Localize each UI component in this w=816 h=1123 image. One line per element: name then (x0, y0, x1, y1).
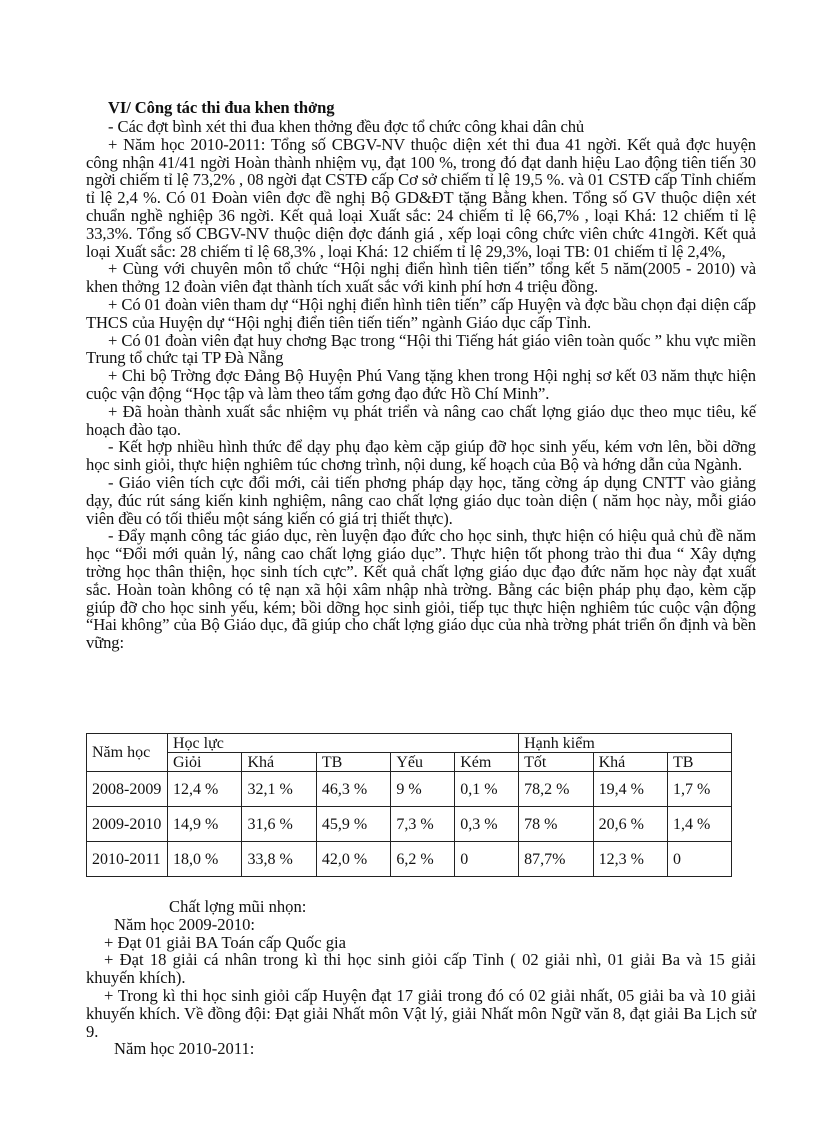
table-cell: 0,3 % (455, 807, 519, 842)
paragraph: - Đẩy mạnh công tác giáo dục, rèn luyện đạo đức cho học sinh, thực hiện có hiệu quả chủ đề năm học “Đổi mới quản lý, nâng cao chất lợng giáo dục”. Thực hiện tốt phong trào thi đua “ Xây dựng trờng học thân thiện, học sinh tích cực”. Kết quả chất lợng giáo dục đạo đức năm học này đạt xuất sắc. Hoàn toàn không có tệ nạn xã hội xâm nhập nhà trờng. Bằng các biện pháp phụ đạo, kèm cặp giúp đỡ cho học sinh yếu, kém; bồi dỡng học sinh giỏi, tiếp tục thực hiện nghiêm túc cuộc vận động “Hai không” của Bộ Giáo dục, đã giúp cho chất lợng giáo dục của nhà trờng phát triển ổn định và bền vững: (86, 526, 756, 653)
subheader-cell: TB (668, 753, 732, 772)
paragraph: + Cùng với chuyên môn tổ chức “Hội nghị điển hình tiên tiến” tổng kết 5 năm(2005 - 2010) và khen thởng 12 đoàn viên đạt thành tích xuất sắc với kinh phí hơn 4 triệu đồng. (86, 259, 756, 297)
year-cell: 2010-2011 (87, 842, 168, 877)
table-cell: 0 (455, 842, 519, 877)
subheader-cell: Yếu (391, 753, 455, 772)
sub-heading: Chất lợng mũi nhọn: (169, 897, 307, 916)
table-cell: 31,6 % (242, 807, 316, 842)
subheader-cell: Tốt (519, 753, 593, 772)
subheader-cell: TB (316, 753, 390, 772)
table-cell: 12,4 % (168, 772, 242, 807)
paragraph: + Năm học 2010-2011: Tổng số CBGV-NV thuộc diện xét thi đua 41 ngời. Kết quả đợc huyện công nhận 41/41 ngời Hoàn thành nhiệm vụ, đạt 100 %, trong đó đạt danh hiệu Lao động tiên tiến 30 ngời chiếm tỉ lệ 73,2% , 08 ngời đạt CSTĐ cấp Cơ sở chiếm tỉ lệ 19,5 %. và 01 CSTĐ cấp Tỉnh chiếm tỉ lệ 2,4 %. Có 01 Đoàn viên đợc đề nghị Bộ GD&ĐT tặng Bằng khen. Tổng số GV thuộc diện xét chuẩn nghề nghiệp 36 ngời. Kết quả loại Xuất sắc: 24 chiếm tỉ lệ 66,7% , loại Khá: 12 chiếm tỉ lệ 33,3%. Tổng số CBGV-NV thuộc diện đợc đánh giá , xếp loại công chức viên chức 41ngời. Kết quả loại Xuất sắc: 28 chiếm tỉ lệ 68,3% , loại Khá: 12 chiếm tỉ lệ 29,3%, loại TB: 01 chiếm tỉ lệ 2,4%, (86, 134, 756, 261)
paragraph: + Có 01 đoàn viên đạt huy chơng Bạc trong “Hội thi Tiếng hát giáo viên toàn quốc ” khu vực miền Trung tổ chức tại TP Đà Nẵng (86, 330, 756, 368)
table-row (87, 772, 732, 807)
table-cell: 9 % (391, 772, 455, 807)
after-table-section (86, 898, 756, 1058)
table-cell: 20,6 % (593, 807, 667, 842)
table-cell: 0 (668, 842, 732, 877)
table-cell: 0,1 % (455, 772, 519, 807)
year-cell: 2009-2010 (87, 807, 168, 842)
table-cell: 18,0 % (168, 842, 242, 877)
table-cell: 7,3 % (391, 807, 455, 842)
subheader-cell: Giỏi (168, 753, 242, 772)
table-cell: 32,1 % (242, 772, 316, 807)
table-row (87, 842, 732, 877)
paragraph: + Đạt 01 giải BA Toán cấp Quốc gia (104, 932, 346, 952)
hanh-kiem-header: Hạnh kiểm (519, 734, 732, 753)
paragraph: - Kết hợp nhiều hình thức để dạy phụ đạo kèm cặp giúp đỡ học sinh yếu, kém vơn lên, bồi dỡng học sinh giỏi, thực hiện nghiêm túc chơng trình, nội dung, kế hoạch của Bộ và hớng dẫn của Ngành. (86, 437, 756, 475)
table-cell: 42,0 % (316, 842, 390, 877)
paragraph: + Chi bộ Trờng đợc Đảng Bộ Huyện Phú Vang tặng khen trong Hội nghị sơ kết 03 năm thực hiện cuộc vận động “Học tập và làm theo tấm gơng đạo đức Hồ Chí Minh”. (86, 366, 756, 403)
table-cell: 19,4 % (593, 772, 667, 807)
table-row (87, 807, 732, 842)
document-body (86, 99, 756, 652)
table-cell: 1,7 % (668, 772, 732, 807)
paragraph: + Đạt 18 giải cá nhân trong kì thi học sinh giỏi cấp Tỉnh ( 02 giải nhì, 01 giải Ba và 15 giải khuyến khích). (86, 950, 756, 988)
paragraph: + Có 01 đoàn viên tham dự “Hội nghị điển hình tiên tiến” cấp Huyện và đợc bầu chọn đại diện cấp THCS của Huyện dự “Hội nghị điển tiên tiến tiến” ngành Giáo dục cấp Tỉnh. (86, 294, 756, 332)
section-title: VI/ Công tác thi đua khen thởng (108, 98, 335, 117)
results-table (86, 733, 732, 877)
paragraph: + Trong kì thi học sinh giỏi cấp Huyện đạt 17 giải trong đó có 02 giải nhất, 05 giải ba và 10 giải khuyến khích. Về đồng đội: Đạt giải Nhất môn Vật lý, giải Nhất môn Ngữ văn 8, đạt giải Ba Lịch sử 9. (86, 985, 756, 1041)
table-cell: 33,8 % (242, 842, 316, 877)
table-cell: 78,2 % (519, 772, 593, 807)
year-heading: Năm học 2009-2010: (114, 914, 256, 934)
paragraph: - Các đợt bình xét thi đua khen thởng đều đợc tổ chức công khai dân chủ (108, 117, 585, 136)
subheader-cell: Khá (242, 753, 316, 772)
table-cell: 14,9 % (168, 807, 242, 842)
table-cell: 6,2 % (391, 842, 455, 877)
table-cell: 1,4 % (668, 807, 732, 842)
table-subheader-row (87, 753, 732, 772)
table-cell: 78 % (519, 807, 593, 842)
year-header: Năm học (87, 734, 168, 772)
table-cell: 46,3 % (316, 772, 390, 807)
table-cell: 45,9 % (316, 807, 390, 842)
year-cell: 2008-2009 (87, 772, 168, 807)
hoc-luc-header: Học lực (168, 734, 519, 753)
table-header-row (87, 734, 732, 753)
table-cell: 87,7% (519, 842, 593, 877)
table-cell: 12,3 % (593, 842, 667, 877)
subheader-cell: Khá (593, 753, 667, 772)
paragraph: - Giáo viên tích cực đổi mới, cải tiến phơng pháp dạy học, tăng cờng áp dụng CNTT vào giảng dạy, đúc rút sáng kiến kinh nghiệm, nâng cao chất lợng giáo dục toàn diện ( năm học này, mỗi giáo viên đều có tối thiểu một sáng kiến có giá trị thiết thực). (86, 472, 756, 528)
paragraph: + Đã hoàn thành xuất sắc nhiệm vụ phát triển và nâng cao chất lợng giáo dục theo mục tiêu, kế hoạch đào tạo. (86, 401, 756, 439)
year-heading: Năm học 2010-2011: (114, 1039, 255, 1059)
subheader-cell: Kém (455, 753, 519, 772)
